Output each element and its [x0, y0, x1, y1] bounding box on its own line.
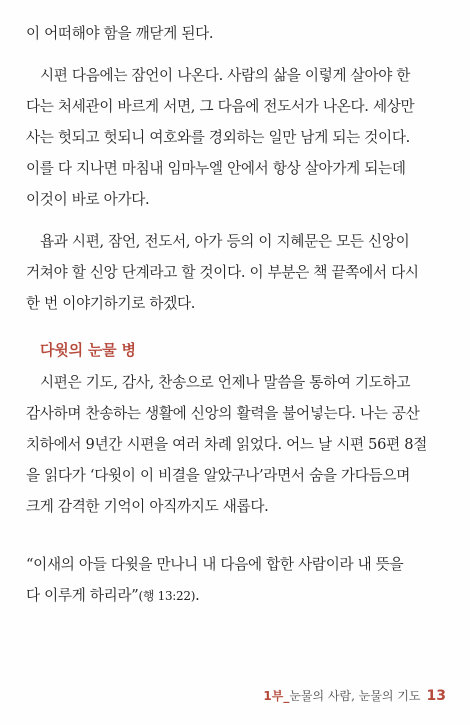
body-text-line: 사는 헛되고 헛되니 여호와를 경외하는 일만 남게 되는 것이다. [26, 129, 410, 146]
page-footer [263, 686, 446, 706]
body-text-line: 시편은 기도, 감사, 찬송으로 언제나 말씀을 통하여 기도하고 [40, 374, 411, 391]
body-text-line: 한 번 이야기하기로 하겠다. [26, 295, 196, 312]
body-text-line: 이를 다 지나면 마침내 임마누엘 안에서 항상 살아가게 되는데 [26, 160, 406, 177]
body-text-line: 치하에서 9년간 시편을 여러 차례 읽었다. 어느 날 시편 56편 8절 [26, 436, 428, 453]
body-text-line: 시편 다음에는 잠언이 나온다. 사람의 삶을 이렇게 살아야 한 [40, 67, 411, 84]
page-number: 13 [426, 688, 446, 704]
scripture-quote-line: “이새의 아들 다윗을 만나니 내 다음에 합한 사람이라 내 뜻을 [26, 556, 404, 573]
body-text-line: 거쳐야 할 신앙 단계라고 할 것이다. 이 부분은 책 끝쪽에서 다시 [26, 264, 419, 281]
scripture-quote-line [26, 586, 446, 606]
body-text-line: 감사하며 찬송하는 생활에 신앙의 활력을 불어넣는다. 나는 공산 [26, 405, 420, 422]
footer-part-label: 1부_ [263, 689, 290, 703]
quote-period: . [195, 587, 200, 604]
scripture-quote-text: 다 이루게 하리라” [26, 587, 139, 604]
scripture-citation: (행 13:22) [138, 589, 196, 603]
section-heading: 다윗의 눈물 병 [40, 341, 136, 359]
body-text-line: 다는 처세관이 바르게 서면, 그 다음에 전도서가 나온다. 세상만 [26, 98, 415, 115]
footer-chapter-title: 눈물의 사람, 눈물의 기도 [289, 689, 421, 703]
body-text-line: 크게 감격한 기억이 아직까지도 새롭다. [26, 498, 269, 515]
body-text-line: 을 읽다가 ‘다윗이 이 비결을 알았구나’라면서 숨을 가다듬으며 [26, 467, 410, 484]
body-text-line: 이 어떠해야 함을 깨닫게 된다. [26, 25, 214, 42]
body-text-line: 욥과 시편, 잠언, 전도서, 아가 등의 이 지혜문은 모든 신앙이 [40, 233, 410, 250]
body-text-line: 이것이 바로 아가다. [26, 191, 150, 208]
